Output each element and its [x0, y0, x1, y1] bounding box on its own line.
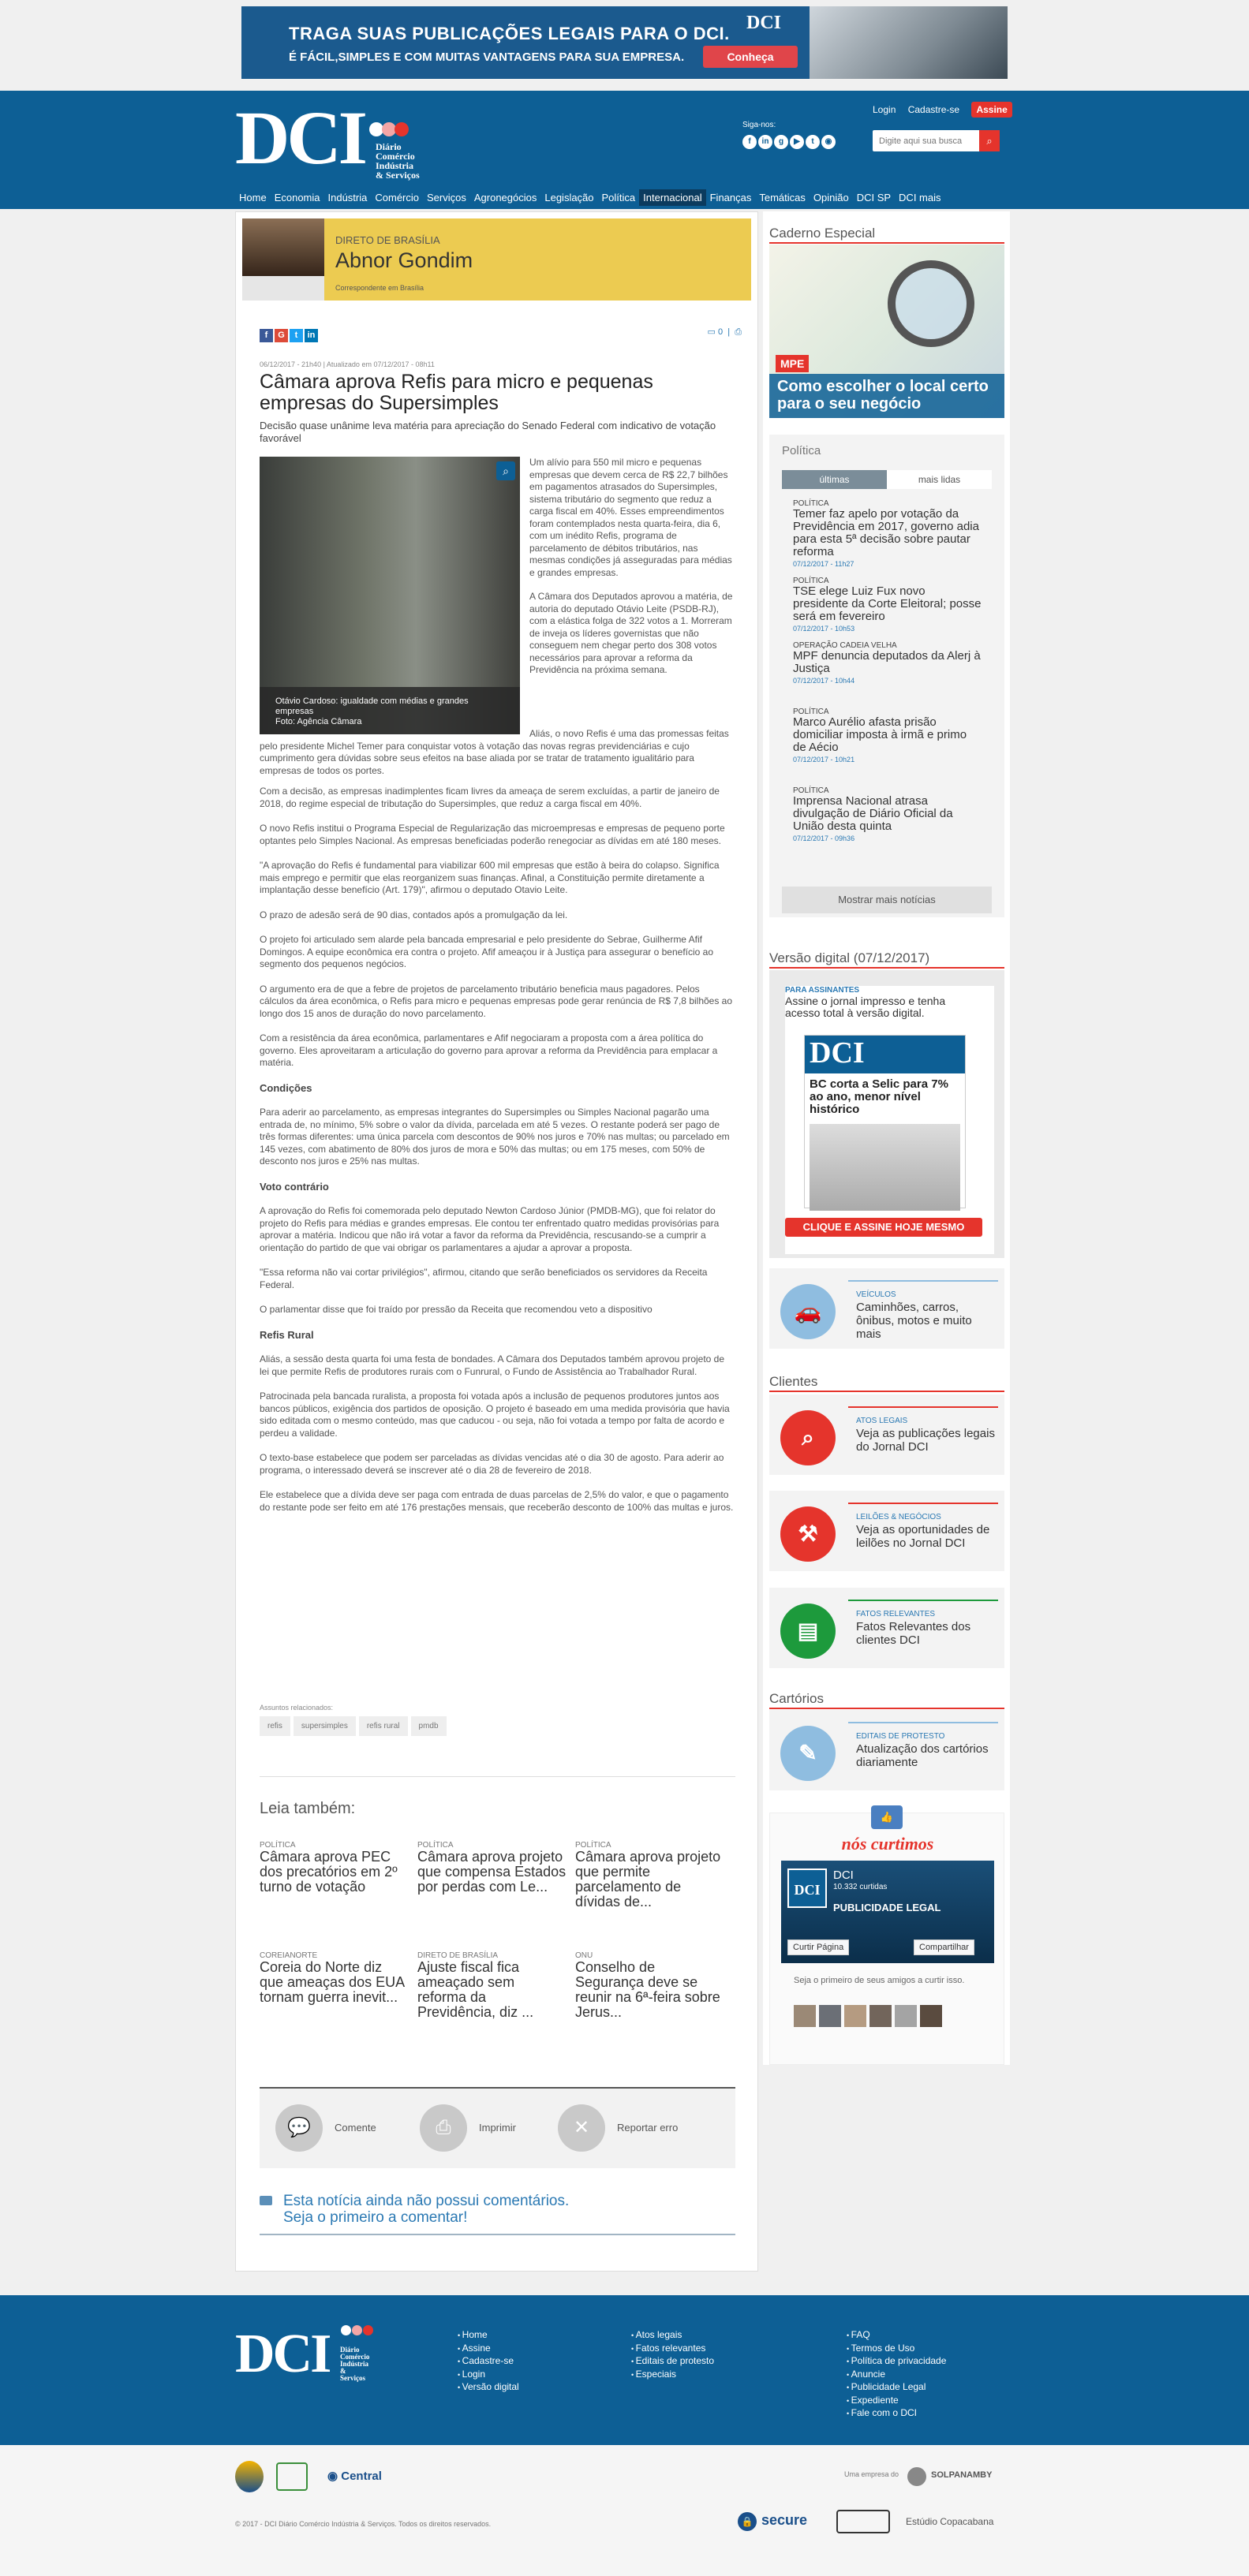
- comment-icon: 💬: [275, 2104, 323, 2152]
- paragraph: Ele estabelece que a dívida deve ser paga com entrada de duas parcelas de 2,5% do valor, e que o pagamento do restante pode ser feito em até 176 prestações mensais, que receberão desconto de 100% das multas e juros.: [260, 1489, 734, 1513]
- fb-share-button[interactable]: Compartilhar: [914, 1939, 974, 1955]
- section-heading: Voto contrário: [260, 1180, 329, 1193]
- linkedin-icon[interactable]: in: [758, 135, 772, 149]
- site-footer: [0, 2295, 1249, 2445]
- share-buttons: [260, 328, 320, 342]
- politica-item[interactable]: POLÍTICA TSE elege Luiz Fux novo presidente da Corte Eleitoral; posse será em fevereiro 07/12/2017 - 10h53: [793, 577, 982, 633]
- googleplus-icon[interactable]: g: [774, 135, 788, 149]
- footer-link[interactable]: • Termos de Uso: [847, 2343, 946, 2356]
- related-item[interactable]: [417, 1951, 567, 2020]
- footer-link[interactable]: • Login: [458, 2369, 519, 2382]
- footer-link[interactable]: • FAQ: [847, 2329, 946, 2343]
- tag-list: [260, 1716, 450, 1736]
- footer-link[interactable]: • Fatos relevantes: [631, 2343, 714, 2356]
- magnifier-icon: [888, 260, 974, 347]
- car-icon: 🚗: [780, 1284, 836, 1339]
- secure-seal[interactable]: secure: [761, 2512, 808, 2528]
- nav-comercio[interactable]: Comércio: [375, 192, 419, 203]
- paragraph: Com a decisão, as empresas inadimplentes ficam livres da ameaça de serem excluídas, a partir de janeiro de 2018, do regime especial de tributação do Supersimples, que reduz a carga fiscal em 40%.: [260, 786, 720, 809]
- politica-tabs: [782, 470, 992, 489]
- article-actions: 💬 Comente ⎙ Imprimir ✕ Reportar erro: [260, 2087, 735, 2168]
- ad-brand: DCI: [746, 13, 782, 33]
- related-title: Câmara aprova PEC dos precatórios em 2º turno de votação: [260, 1849, 398, 1895]
- fb-like-button[interactable]: Curtir Página: [787, 1939, 849, 1955]
- paragraph: Patrocinada pela bancada ruralista, a proposta foi votada após a inclusão de pequenos produtores juntos aos bancos públicos, exigência dos partidos de oposição. O projeto é baseado em uma medida provisória que havia sido editada com o mesmo conteúdo, mas que caducou - ou seja, não foi votada a tempo por falta de acordo e perdeu a validade.: [260, 1391, 730, 1439]
- column-name: DIRETO DE BRASÍLIA: [335, 234, 440, 246]
- politica-widget: [769, 435, 1004, 917]
- footer-link[interactable]: • Fale com o DCI: [847, 2407, 946, 2421]
- related-item[interactable]: [260, 1951, 409, 2005]
- author-name: Abnor Gondim: [335, 248, 473, 272]
- politica-item[interactable]: POLÍTICA Imprensa Nacional atrasa divulgação de Diário Oficial da União desta quinta 07/12/2017 - 09h36: [793, 786, 953, 842]
- nav-industria[interactable]: Indústria: [327, 192, 368, 203]
- paragraph: O novo Refis institui o Programa Especial de Regularização das microempresas e empresas de pequeno porte optantes pelo Simples Nacional. As empresas beneficiadas poderão renegociar as dívidas em até 180 meses.: [260, 823, 725, 846]
- footer-link[interactable]: • Cadastre-se: [458, 2355, 519, 2369]
- digital-heading: Versão digital (07/12/2017): [769, 950, 930, 965]
- paragraph: Para aderir ao parcelamento, as empresas integrantes do Supersimples ou Simples Nacional pagarão uma entrada de, no mínimo, 5% sobre o valor da dívida, parcelada em até 5 vezes. O restante poderá ser pago de três formas diferentes: uma única parcela com descontos de 90% nos juros e 70% nas multas; ou parcelado em 145 vezes, com abatimento de 80% dos juros de mora e 50% das multas; ou em 175 meses, com 50% de desconto nos juros e 25% nas multas.: [260, 1107, 730, 1167]
- paragraph: O projeto foi articulado sem alarde pela bancada empresarial e pelo presidente do Sebrae, Guilherme Afif Domingos. A equipe econômica era contra o projeto. Afif ameaçou ir à Justiça para assegurar o benefício ao segmento dos pequenos negócios.: [260, 934, 714, 969]
- follow-label: Siga-nos:: [742, 121, 776, 129]
- related-title: Câmara aprova projeto que compensa Estados por perdas com Le...: [417, 1849, 567, 1895]
- author-photo: [242, 218, 324, 301]
- facebook-icon[interactable]: f: [742, 135, 757, 149]
- paragraph: Com a resistência da área econômica, parlamentares e Afif negociaram a proposta com a área política do governo. Eles aproveitaram a articulação do governo para aprovar a reforma da Previdência para emplacar a matéria.: [260, 1032, 718, 1068]
- paragraph: A Câmara dos Deputados aprovou a matéria, de autoria do deputado Otávio Leite (PSDB-RJ), com a elástica folga de 322 votos a 1. Morreram de inveja os líderes governistas que não conseguem nem chegar perto dos 308 votos necessários para aprovar a reforma da Previdência na próxima semana.: [529, 591, 733, 675]
- article-dates: 06/12/2017 - 21h40 | Atualizado em 07/12/2017 - 08h11: [260, 360, 435, 368]
- rss-icon[interactable]: ◉: [821, 135, 836, 149]
- related-item[interactable]: [575, 1951, 725, 2020]
- footer-link[interactable]: • Publicidade Legal: [847, 2381, 946, 2395]
- article-title: Câmara aprova Refis para micro e pequenas empresas do Supersimples: [260, 371, 653, 414]
- digital-headline: BC corta a Selic para 7% ao ano, menor nível histórico: [810, 1077, 948, 1116]
- related-title: Conselho de Segurança deve se reunir na 6ª-feira sobre Jerus...: [575, 1959, 720, 2020]
- paragraph: O texto-base estabelece que podem ser parceladas as dívidas vencidas até o dia 30 de agosto. Para aderir ao programa, o interessado deverá se inscrever até o dia 28 de fevereiro de 2018.: [260, 1452, 724, 1476]
- tag[interactable]: refis: [260, 1716, 290, 1736]
- fb-title: nós curtimos: [841, 1834, 934, 1854]
- politica-heading: Política: [782, 444, 821, 457]
- tag[interactable]: refis rural: [359, 1716, 408, 1736]
- footer-link[interactable]: • Anuncie: [847, 2369, 946, 2382]
- logo-subtitle: Diário Comércio Indústria & Serviços: [340, 2346, 370, 2382]
- footer-link[interactable]: • Política de privacidade: [847, 2355, 946, 2369]
- divider: [769, 242, 1004, 244]
- footer-links-2: [631, 2329, 714, 2381]
- cartorios-heading: Cartórios: [769, 1691, 824, 1706]
- article-photo[interactable]: [260, 457, 520, 734]
- paragraph: Aliás, a sessão desta quarta foi uma festa de bondades. A Câmara dos Deputados também aprovou projeto de lei que permite Refis de produtores rurais com o Funrural, o Fundo de Assistência ao Trabalhador Rural.: [260, 1353, 725, 1377]
- tags-label: Assuntos relacionados:: [260, 1704, 334, 1712]
- fb-friends: [794, 2005, 945, 2029]
- footer-link[interactable]: • Expediente: [847, 2395, 946, 2408]
- grupo-name[interactable]: SOLPANAMBY: [931, 2470, 993, 2480]
- nav-dci-mais[interactable]: DCI mais: [899, 192, 941, 203]
- search-icon[interactable]: ⌕: [979, 130, 1000, 151]
- tag[interactable]: pmdb: [411, 1716, 447, 1736]
- social-icons: [742, 134, 837, 149]
- nav-home[interactable]: Home: [239, 192, 267, 203]
- copyright: © 2017 - DCI Diário Comércio Indústria & Serviços. Todos os direitos reservados.: [235, 2520, 492, 2528]
- share-linkedin-icon[interactable]: in: [305, 329, 318, 342]
- digital-subtitle: PARA ASSINANTES: [785, 986, 860, 995]
- share-facebook-icon[interactable]: f: [260, 329, 273, 342]
- divider: [769, 1391, 1004, 1392]
- related-title: Câmara aprova projeto que permite parcelamento de dívidas de...: [575, 1849, 721, 1910]
- related-category: POLÍTICA: [260, 1841, 296, 1850]
- search-input[interactable]: [873, 130, 979, 151]
- novabrasil-logo[interactable]: [276, 2462, 308, 2491]
- zoom-icon[interactable]: ⌕: [496, 461, 515, 480]
- tab-mais-lidas[interactable]: mais lidas: [887, 470, 992, 489]
- register-link[interactable]: Cadastre-se: [907, 104, 960, 115]
- comment-bubble-icon: [260, 2196, 272, 2205]
- digital-text: Assine o jornal impresso e tenha acesso total à versão digital.: [785, 995, 946, 1019]
- nav-financas[interactable]: Finanças: [709, 192, 752, 203]
- share-twitter-icon[interactable]: t: [290, 329, 303, 342]
- divider: [769, 1708, 1004, 1709]
- fb-pub: PUBLICIDADE LEGAL: [833, 1902, 941, 1913]
- clientes-heading: Clientes: [769, 1374, 818, 1389]
- nav-internacional[interactable]: Internacional: [639, 189, 705, 206]
- related-item[interactable]: [575, 1841, 725, 1910]
- footer-link[interactable]: • Especiais: [631, 2369, 714, 2382]
- article-column: [235, 211, 758, 2272]
- paragraph: O parlamentar disse que foi traído por pressão da Receita que recomendou veto a dispositivo: [260, 1304, 653, 1315]
- main-nav: [235, 189, 945, 207]
- thumbs-up-icon: 👍: [871, 1805, 903, 1829]
- nav-dci-sp[interactable]: DCI SP: [856, 192, 892, 203]
- politica-item[interactable]: POLÍTICA Temer faz apelo por votação da Previdência em 2017, governo adia para esta 5ª decisão sobre pautar reforma 07/12/2017 - 11h27: [793, 499, 979, 568]
- caderno-caption: Como escolher o local certo para o seu negócio: [769, 374, 1004, 418]
- gavel-icon: ⚒: [780, 1506, 836, 1562]
- related-category: POLÍTICA: [575, 1841, 611, 1850]
- nav-opiniao[interactable]: Opinião: [813, 192, 849, 203]
- politica-item[interactable]: POLÍTICA Marco Aurélio afasta prisão domiciliar imposta à irmã e primo de Aécio 07/12/2017 - 10h21: [793, 707, 967, 763]
- paragraph: "A aprovação do Refis é fundamental para viabilizar 600 mil empresas que estão à beira do colapso. Significa mais emprego e permitir que elas reorganizem suas finanças. Afinal, a Constituição permite diretamente a implantação desse benefício (Art. 179)", afirmou o deputado Otavio Leite.: [260, 860, 720, 895]
- paragraph: A aprovação do Refis foi comemorada pelo deputado Newton Cardoso Júnior (PMDB-MG), que foi relator do projeto do Refis para médias e grandes empresas. Ele contou ter enfrentado quatro medidas provisórias para aprovar a matéria. Indicou que não irá votar a favor da reforma da Previdência, rescusando-se a cumprir a orientação do partido de que vai obrigar os parlamentares a ajudar a aprovar a proposta.: [260, 1205, 720, 1253]
- paragraph: "Essa reforma não vai cortar privilégios", afirmou, citando que serão beneficiados os servidores da Receita Federal.: [260, 1267, 708, 1290]
- article-intro: [529, 457, 735, 689]
- related-category: POLÍTICA: [417, 1841, 454, 1850]
- caderno-tag: MPE: [776, 355, 809, 372]
- footer-link[interactable]: • Editais de protesto: [631, 2355, 714, 2369]
- account-links: [873, 104, 1012, 115]
- subscribe-now-button[interactable]: CLIQUE E ASSINE HOJE MESMO: [785, 1218, 982, 1237]
- top-ad-banner[interactable]: [241, 6, 1008, 79]
- close-icon: ✕: [558, 2104, 605, 2152]
- related-category: ONU: [575, 1951, 593, 1960]
- document-icon: ▤: [780, 1603, 836, 1659]
- empresa-label: Uma empresa do: [844, 2470, 899, 2478]
- dci-logo[interactable]: [235, 95, 432, 181]
- twitter-icon[interactable]: t: [806, 135, 820, 149]
- footer-link[interactable]: • Atos legais: [631, 2329, 714, 2343]
- tab-ultimas[interactable]: últimas: [782, 470, 887, 489]
- veiculos-tile[interactable]: 🚗 VEÍCULOS Caminhões, carros, ônibus, motos e muito mais: [769, 1268, 1004, 1349]
- footer-logo[interactable]: DCI Diário Comércio Indústria & Serviços: [235, 2327, 329, 2382]
- section-heading: Refis Rural: [260, 1328, 314, 1341]
- grupo-logo-icon: [907, 2467, 926, 2486]
- share-googleplus-icon[interactable]: G: [275, 329, 288, 342]
- fb-text: Seja o primeiro de seus amigos a curtir isso.: [794, 1976, 965, 1985]
- politica-item[interactable]: OPERAÇÃO CADEIA VELHA MPF denuncia deputados da Alerj à Justiça 07/12/2017 - 10h44: [793, 641, 981, 685]
- nav-servicos[interactable]: Serviços: [427, 192, 466, 203]
- fatos-relevantes-tile[interactable]: ▤ FATOS RELEVANTES Fatos Relevantes dos clientes DCI: [769, 1588, 1004, 1668]
- lock-icon: 🔒: [738, 2512, 757, 2531]
- ad-line2: É FÁCIL,SIMPLES E COM MUITAS VANTAGENS PARA SUA EMPRESA.: [289, 50, 685, 64]
- ad-line1: TRAGA SUAS PUBLICAÇÕES LEGAIS PARA O DCI.: [289, 24, 730, 43]
- footer-link[interactable]: • Assine: [458, 2343, 519, 2356]
- photo-caption: Otávio Cardoso: igualdade com médias e grandes empresas Foto: Agência Câmara: [260, 687, 520, 734]
- footer-link[interactable]: • Home: [458, 2329, 519, 2343]
- paragraph: O prazo de adesão será de 90 dias, contados após a promulgação da lei.: [260, 909, 568, 920]
- digital-edition-card[interactable]: [769, 970, 1004, 1258]
- related-title: Coreia do Norte diz que ameaças dos EUA tornam guerra inevit...: [260, 1959, 405, 2005]
- comment-count[interactable]: 0: [717, 327, 724, 337]
- related-title: Ajuste fiscal fica ameaçado sem reforma da Previdência, diz ...: [417, 1959, 534, 2020]
- divider: [769, 967, 1004, 969]
- youtube-icon[interactable]: ▶: [790, 135, 804, 149]
- fb-cover[interactable]: DCI DCI 10.332 curtidas PUBLICIDADE LEGAL Curtir Página Compartilhar: [781, 1861, 994, 1963]
- paragraph: Aliás, o novo Refis é uma das promessas feitas pelo presidente Michel Temer para conquistar votos à votação das novas regras previdenciárias e cujo cumprimento gera dúvidas sobre seus efeitos na base aliada por se tratar de tratamento igualitário para empresas de todos os portes.: [260, 728, 729, 776]
- divider: [260, 1776, 735, 1777]
- estudio-credit[interactable]: Estúdio Copacabana: [906, 2516, 994, 2527]
- sidebar: [763, 211, 1010, 2065]
- nav-economia[interactable]: Economia: [274, 192, 320, 203]
- printer-icon: ⎙: [420, 2104, 467, 2152]
- paragraph: O argumento era de que a febre de projetos de parcelamento tributário beneficia maus pagadores. Pelos cálculos da área econômica, o Refis para micro e pequenas empresas pode gerar renúncia de R$ 7,8 bilhões ao longo dos 15 anos de duração do novo parcelamento.: [260, 983, 733, 1019]
- caderno-especial-card[interactable]: [769, 245, 1004, 418]
- related-category: DIRETO DE BRASÍLIA: [417, 1951, 499, 1960]
- article-lede: Decisão quase unânime leva matéria para apreciação do Senado Federal com indicativo de votação favorável: [260, 420, 716, 444]
- tvb-logo[interactable]: [235, 2461, 264, 2492]
- author-role: Correspondente em Brasília: [335, 284, 424, 292]
- print-icon[interactable]: ⎙: [735, 327, 742, 337]
- fb-likes: 10.332 curtidas: [833, 1883, 888, 1891]
- subscribe-button[interactable]: Assine: [971, 102, 1012, 118]
- related-category: COREIANORTE: [260, 1951, 318, 1960]
- caderno-heading: Caderno Especial: [769, 226, 876, 241]
- bottom-bar: [0, 2445, 1249, 2576]
- ad-image: [810, 6, 1008, 79]
- site-header: [0, 91, 1249, 209]
- tag[interactable]: supersimples: [294, 1716, 356, 1736]
- central-logo[interactable]: ◉ Central: [327, 2470, 382, 2483]
- stamp-icon: ✎: [780, 1726, 836, 1781]
- ad-conheca-button[interactable]: Conheça: [703, 46, 798, 68]
- footer-links-3: [847, 2329, 946, 2421]
- search-icon: ⌕: [780, 1410, 836, 1465]
- newspaper-cover: DCI BC corta a Selic para 7% ao ano, menor nível histórico: [804, 1035, 966, 1208]
- logo-subtitle: Diário Comércio Indústria & Serviços: [376, 141, 420, 181]
- article-body: [260, 786, 735, 1526]
- section-heading: Condições: [260, 1081, 312, 1094]
- show-more-button[interactable]: Mostrar mais notícias: [782, 887, 992, 913]
- search-box: [873, 130, 1000, 151]
- nav-tematicas[interactable]: Temáticas: [759, 192, 806, 203]
- author-box[interactable]: [242, 218, 751, 301]
- login-link[interactable]: Login: [873, 104, 896, 115]
- ivc-seal[interactable]: [836, 2510, 890, 2533]
- paragraph: Um alívio para 550 mil micro e pequenas empresas que devem cerca de R$ 22,7 bilhões em pagamentos atrasados do Supersimples, sistema tributário do segmento que reduz a carga fiscal em 40%. Esses empreendimentos foram contemplados nesta quarta-feira, dia 6, com um inédito Refis, programa de parcelamento de débitos tributários, nas mesmas condições já asseguradas para médias e grandes empresas.: [529, 457, 732, 578]
- nav-politica[interactable]: Política: [601, 192, 636, 203]
- related-heading: Leia também:: [260, 1800, 356, 1817]
- fb-page-name: DCI: [833, 1869, 854, 1882]
- related-item[interactable]: [260, 1841, 409, 1895]
- editais-tile[interactable]: ✎ EDITAIS DE PROTESTO Atualização dos cartórios diariamente: [769, 1710, 1004, 1790]
- facebook-widget: [769, 1813, 1004, 2065]
- footer-links-1: [458, 2329, 519, 2395]
- nav-legislacao[interactable]: Legislação: [544, 192, 594, 203]
- footer-link[interactable]: • Versão digital: [458, 2381, 519, 2395]
- nav-agronegocios[interactable]: Agronegócios: [473, 192, 537, 203]
- article-tools: ▭ 0 | ⎙: [707, 327, 742, 337]
- related-item[interactable]: [417, 1841, 567, 1895]
- no-comments-notice[interactable]: Esta notícia ainda não possui comentários. Seja o primeiro a comentar!: [260, 2193, 735, 2235]
- atos-legais-tile[interactable]: ⌕ ATOS LEGAIS Veja as publicações legais do Jornal DCI: [769, 1394, 1004, 1475]
- logo-text: DCI: [235, 95, 365, 180]
- comment-count-icon[interactable]: ▭: [707, 327, 716, 337]
- leiloes-tile[interactable]: ⚒ LEILÕES & NEGÓCIOS Veja as oportunidades de leilões no Jornal DCI: [769, 1491, 1004, 1571]
